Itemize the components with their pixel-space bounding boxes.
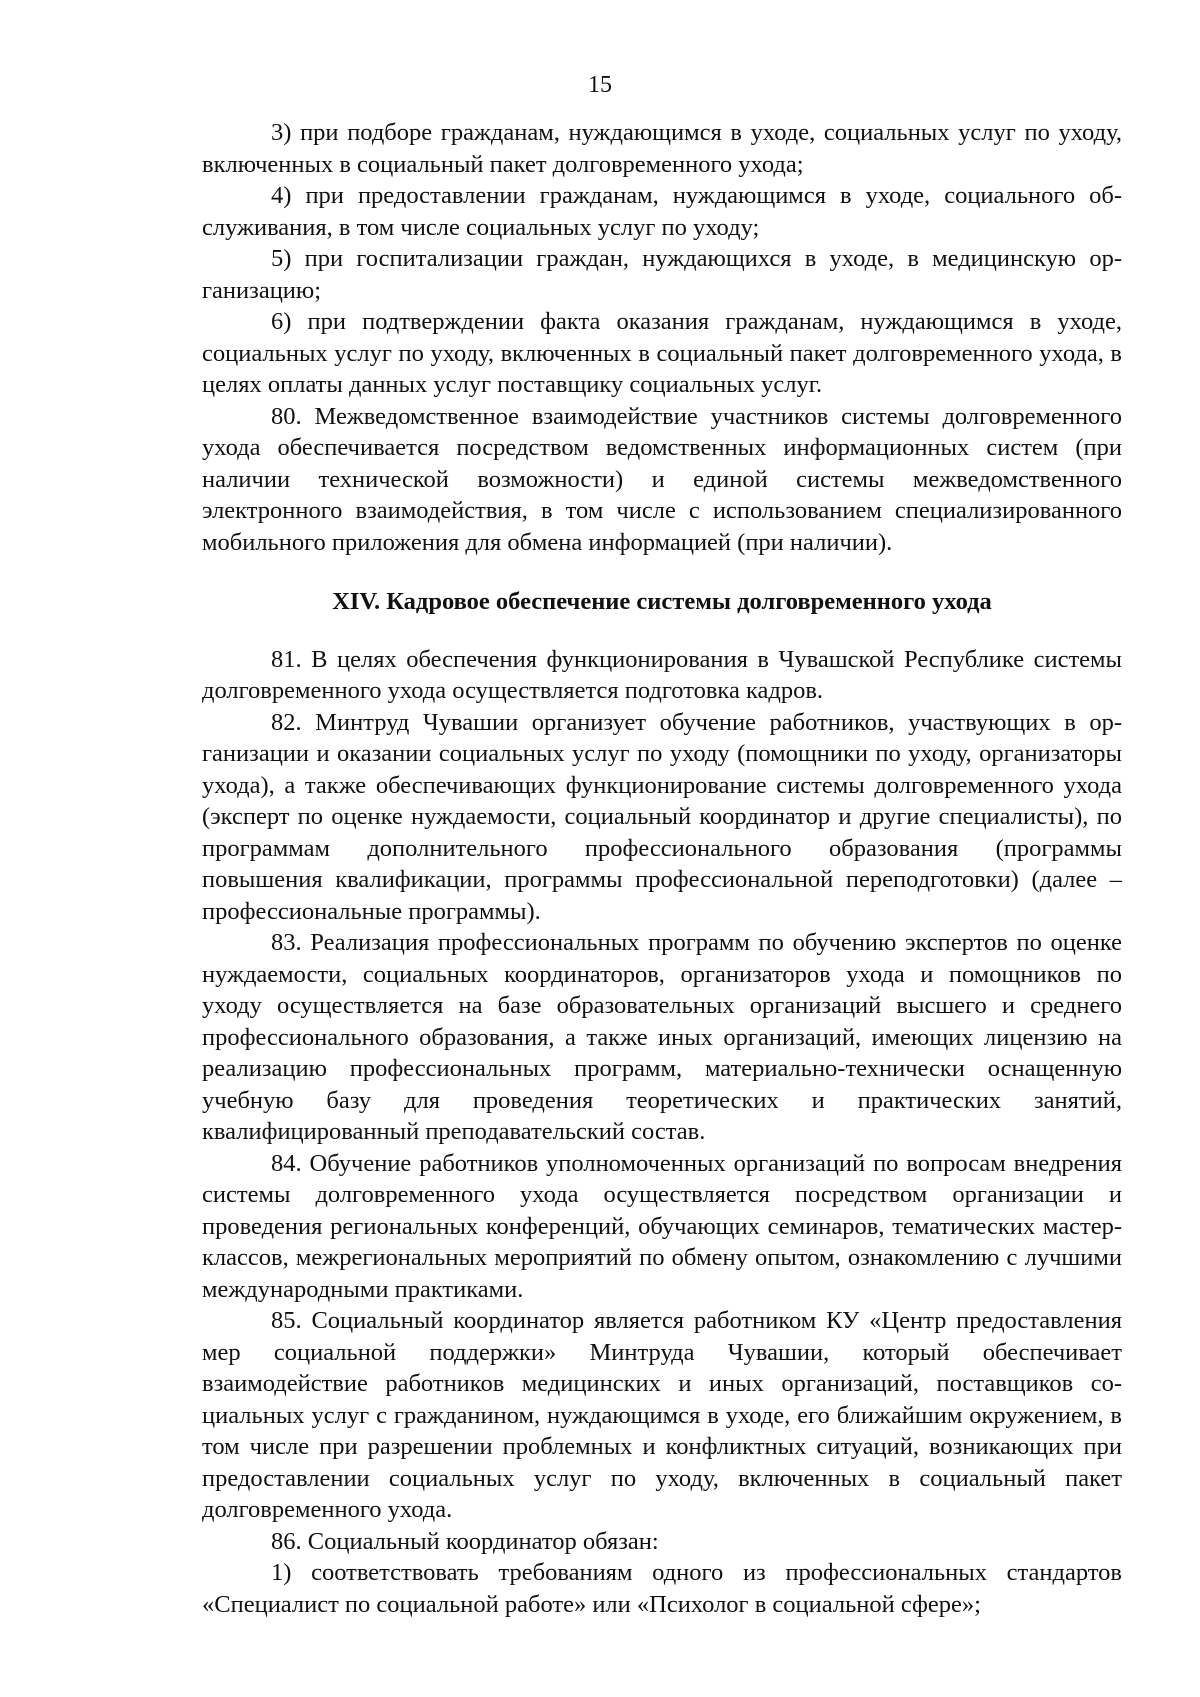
paragraph: 85. Социальный координатор является работником КУ «Центр предоставления мер социальной поддержки» Минтруда Чувашии, который обеспечивает взаимодействие работников медицинских и иных организаций, поставщиков социальных услуг с гражданином, нуждающимся в уходе, его ближайшим окружением, в том числе при разрешении проблемных и конфликтных ситуаций, возникающих при предоставлении социальных услуг по уходу, включенных в социальный пакет долговременного ухода. <box>202 1307 1122 1523</box>
paragraph: 82. Минтруд Чувашии организует обучение работников, участвующих в организации и оказании социальных услуг по уходу (помощники по уходу, организаторы ухода), а также обеспечивающих функционирование системы долговременного ухода (эксперт по оценке нуждаемости, социальный координатор и другие специалисты), по программам дополнительного профессионального образования (программы повышения квалификации, программы профессиональной переподготовки) (далее – профессиональные программы). <box>202 708 1122 925</box>
paragraph: 6) при подтверждении факта оказания гражданам, нуждающимся в уходе, социальных услуг по уходу, включенных в социальный пакет долговременного ухода, в целях оплаты данных услуг поставщику социальных услуг. <box>202 308 1122 398</box>
paragraph: 86. Социальный координатор обязан: <box>271 1527 659 1555</box>
paragraph: 3) при подборе гражданам, нуждающимся в уходе, социальных услуг по уходу, включенных в социальный пакет долговременного ухода; <box>202 119 1122 178</box>
section-title: XIV. Кадровое обеспечение системы долговременного ухода <box>332 588 992 615</box>
paragraph: 83. Реализация профессиональных программ по обучению экспертов по оценке нуждаемости, социальных координаторов, организаторов ухода и помощников по уходу осуществляется на базе образовательных организаций высшего и среднего профессионального образования, а также иных организаций, имеющих лицензию на реализацию профессиональных программ, материально-технически оснащенную учебную базу для проведения теоретических и практических занятий, квалифицированный преподавательский состав. <box>202 929 1122 1145</box>
paragraph: 5) при госпитализации граждан, нуждающихся в уходе, в медицинскую организацию; <box>202 245 1122 304</box>
paragraph: 81. В целях обеспечения функционирования в Чувашской Республике системы долговременного ухода осуществляется подготовка кадров. <box>202 645 1122 704</box>
paragraph: 1) соответствовать требованиям одного из профессиональных стандартов «Специалист по социальной работе» или «Психолог в социальной сфере»; <box>202 1559 1122 1618</box>
paragraph: 4) при предоставлении гражданам, нуждающимся в уходе, социального обслуживания, в том числе социальных услуг по уходу; <box>202 182 1122 241</box>
document-body <box>202 117 1122 1620</box>
paragraph: 84. Обучение работников уполномоченных организаций по вопросам внедрения системы долговременного ухода осуществляется посредством организации и проведения региональных конференций, обучающих семинаров, тематических мастер-классов, межрегиональных мероприятий по обмену опытом, ознакомлению с лучшими международными практиками. <box>202 1149 1122 1303</box>
paragraph: 80. Межведомственное взаимодействие участников системы долговременного ухода обеспечивается посредством ведомственных информационных систем (при наличии технической возможности) и единой системы межведомственного электронного взаимодействия, в том числе с использованием специализированного мобильного приложения для обмена информацией (при наличии). <box>202 402 1122 556</box>
page-number: 15 <box>588 72 612 98</box>
